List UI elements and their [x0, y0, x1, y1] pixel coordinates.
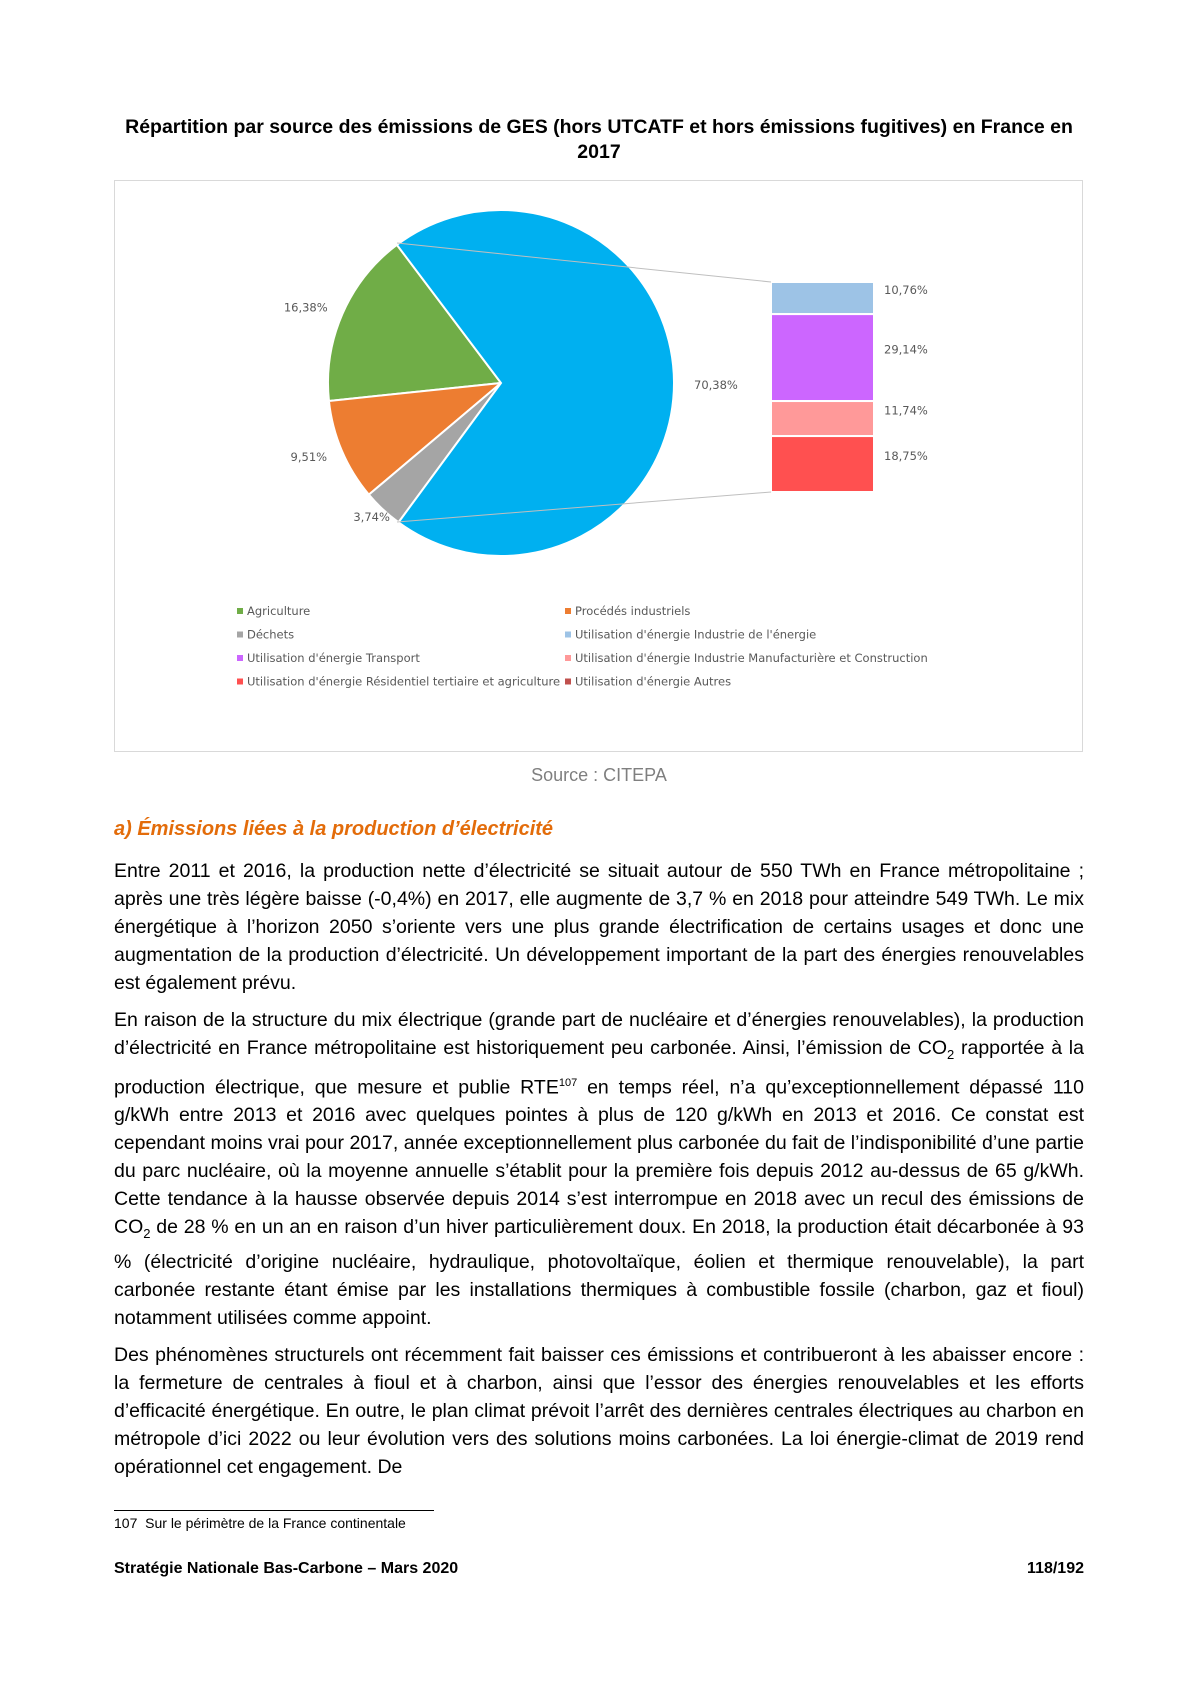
- pie-label-utilisation-d-energie-combined: 70,38%: [694, 378, 738, 392]
- legend-item-utilisation-d-energie-industrie-manufacturiere-et-construction: Utilisation d'énergie Industrie Manufacturière et Construction: [575, 651, 928, 665]
- chart-source: Source : CITEPA: [531, 765, 667, 785]
- pie-label-dechets: 3,74%: [353, 510, 390, 525]
- chart-title: Répartition par source des émissions de GES (hors UTCATF et hors émissions fugitives) en France en 2017: [125, 116, 1073, 163]
- footnote-separator: [114, 1510, 434, 1511]
- legend-swatch-utilisation-d-energie-transport: [237, 655, 243, 661]
- legend-item-utilisation-d-energie-residentiel-tertiaire-et-agriculture: Utilisation d'énergie Résidentiel tertiaire et agriculture: [247, 674, 561, 689]
- legend-swatch-utilisation-d-energie-autres: [565, 679, 571, 685]
- legend-item-utilisation-d-energie-autres: Utilisation d'énergie Autres: [575, 674, 732, 689]
- legend-item-procedes-industriels: Procédés industriels: [575, 604, 691, 618]
- page-number: 118/192: [1027, 1560, 1084, 1577]
- bar-segment-utilisation-d-energie-industrie-manufacturiere-et-construction: [771, 401, 874, 436]
- bar-segment-utilisation-d-energie-transport: [771, 314, 874, 401]
- legend-swatch-utilisation-d-energie-industrie-de-l-energie: [565, 632, 571, 638]
- bar-label-utilisation-d-energie-industrie-manufacturiere-et-construction: 11,74%: [884, 403, 928, 418]
- footnote-ref: 107: [558, 1076, 578, 1089]
- pie-label-agriculture: 16,38%: [283, 300, 328, 315]
- bar-segment-utilisation-d-energie-industrie-de-l-energie: [771, 282, 874, 314]
- legend-item-utilisation-d-energie-transport: Utilisation d'énergie Transport: [247, 651, 420, 665]
- paragraph-3: Des phénomènes structurels ont récemment fait baisser ces émissions et contribueront à les abaisser encore : la fermeture de centrales à fioul et à charbon, ainsi que l’essor des énergies renouvelables et les efforts d’efficacité énergétique. En outre, le plan climat prévoit l’arrêt des dernières centrales électriques au charbon en métropole d’ici 2022 ou leur évolution vers des solutions moins carbonées. La loi énergie-climat de 2019 rend opérationnel cet engagement. De: [114, 1344, 1084, 1479]
- legend-item-utilisation-d-energie-industrie-de-l-energie: Utilisation d'énergie Industrie de l'énergie: [575, 627, 817, 642]
- chart-frame: [114, 180, 1083, 752]
- footnote: 107 Sur le périmètre de la France continentale: [114, 1515, 406, 1531]
- legend-item-agriculture: Agriculture: [247, 604, 311, 618]
- bar-label-utilisation-d-energie-transport: 29,14%: [884, 342, 928, 357]
- legend-swatch-agriculture: [237, 608, 243, 614]
- bar-label-utilisation-d-energie-residentiel-tertiaire-et-agriculture: 18,75%: [884, 449, 928, 463]
- pie-label-procedes-industriels: 9,51%: [290, 450, 328, 465]
- paragraph-1: Entre 2011 et 2016, la production nette d’électricité se situait autour de 550 TWh en France métropolitaine ; après une très légère baisse (-0,4%) en 2017, elle augmente de 3,7 % en 2018 pour atteindre 549 TWh. Le mix énergétique à l’horizon 2050 s’oriente vers une plus grande électrification de certains usages et donc une augmentation de la production d’électricité. Un développement important de la part des énergies renouvelables est également prévu.: [114, 860, 1084, 994]
- legend-swatch-utilisation-d-energie-industrie-manufacturiere-et-construction: [565, 655, 571, 661]
- bar-label-utilisation-d-energie-industrie-de-l-energie: 10,76%: [884, 283, 928, 298]
- paragraph-2: En raison de la structure du mix électrique (grande part de nucléaire et d’énergies renouvelables), la production d’électricité en France métropolitaine est historiquement peu carbonée. Ainsi, l’émission de $CO_2$ rapportée à la production électrique, que mesure et publie RTE$^{107}$ en temps réel, n’a qu’exceptionnellement dépassé 110 g/kWh entre 2013 et 2016 avec quelques pointes à plus de 120 g/kWh en 2013 et 2016. Ce constat est cependant moins vrai pour 2017, année exceptionnellement plus carbonée du fait de l’indisponibilité d’une partie du parc nucléaire, où la moyenne annuelle s’établit pour la première fois depuis 2012 au-dessus de 65 g/kWh. Cette tendance à la hausse observée depuis 2014 s’est interrompue en 2018 avec un recul des émissions de $CO_2$ de 28 % en un an en raison d’un hiver particulièrement doux. En 2018, la production était décarbonée à 93 % (électricité d’origine nucléaire, hydraulique, photovoltaïque, éolien et thermique renouvelable), la part carbonée restante étant émise par les installations thermiques à combustible fossile (charbon, gaz et fioul) notamment utilisées comme appoint.: [114, 1009, 1084, 1330]
- legend-swatch-utilisation-d-energie-residentiel-tertiaire-et-agriculture: [237, 679, 243, 685]
- section-heading: a) Émissions liées à la production d’électricité: [114, 818, 554, 840]
- legend-swatch-procedes-industriels: [565, 608, 571, 614]
- legend-item-dechets: Déchets: [247, 627, 295, 642]
- body-text: [114, 857, 1084, 1490]
- pie-of-pie-chart: [115, 181, 1082, 751]
- footer-title: Stratégie Nationale Bas-Carbone – Mars 2020: [114, 1560, 459, 1577]
- bar-segment-utilisation-d-energie-residentiel-tertiaire-et-agriculture: [771, 436, 874, 492]
- legend-swatch-dechets: [237, 632, 243, 638]
